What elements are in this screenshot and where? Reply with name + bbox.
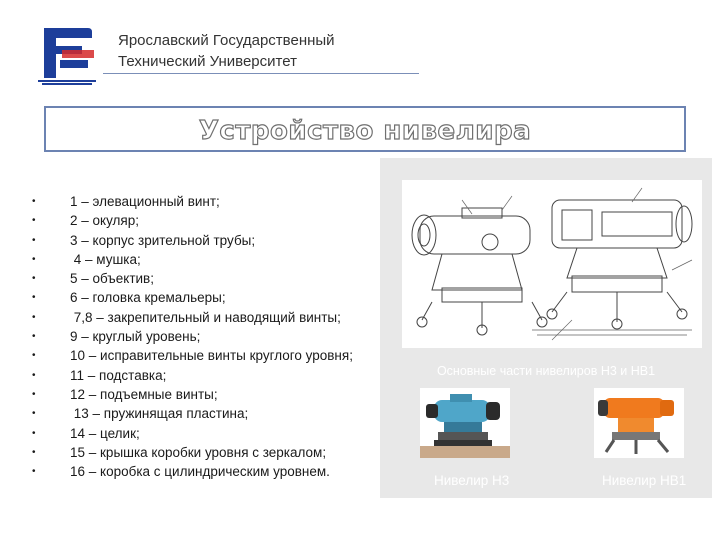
level-technical-drawing	[402, 180, 702, 348]
university-line1: Ярославский Государственный	[118, 32, 335, 49]
list-item: • 16 – коробка с цилиндрическим уровнем.	[30, 462, 353, 481]
level-h3-photo	[420, 388, 510, 458]
level-hb1-photo	[594, 388, 684, 458]
bullet-icon: •	[32, 350, 36, 362]
list-item: • 15 – крышка коробки уровня с зеркалом;	[30, 443, 353, 462]
bullet-icon: •	[32, 292, 36, 304]
bullet-icon: •	[32, 446, 36, 458]
list-item: • 14 – целик;	[30, 424, 353, 443]
bullet-icon: •	[32, 273, 36, 285]
bullet-icon: •	[32, 408, 36, 420]
bullet-icon: •	[32, 215, 36, 227]
list-item: • 9 – круглый уровень;	[30, 327, 353, 346]
university-name	[118, 30, 335, 72]
list-item: • 2 – окуляр;	[30, 211, 353, 230]
bullet-icon: •	[32, 369, 36, 381]
bullet-icon: •	[32, 466, 36, 478]
list-item: • 3 – корпус зрительной трубы;	[30, 231, 353, 250]
list-item: • 12 – подъемные винты;	[30, 385, 353, 404]
list-item: • 6 – головка кремальеры;	[30, 288, 353, 307]
bullet-icon: •	[32, 196, 36, 207]
list-item: • 11 – подставка;	[30, 366, 353, 385]
bullet-icon: •	[32, 427, 36, 439]
header-divider	[103, 73, 419, 74]
bullet-icon: •	[32, 253, 36, 265]
list-item: • 1 – элевационный винт;	[30, 192, 353, 211]
slide-title: Устройство нивелира	[198, 116, 532, 146]
list-item: • 10 – исправительные винты круглого уровня;	[30, 346, 353, 365]
title-box	[44, 106, 686, 152]
list-item: • 4 – мушка;	[30, 250, 353, 269]
bullet-icon: •	[32, 234, 36, 246]
bullet-icon: •	[32, 331, 36, 343]
list-item: • 7,8 – закрепительный и наводящий винты;	[30, 308, 353, 327]
university-logo	[38, 24, 96, 86]
bullet-icon: •	[32, 388, 36, 400]
photo2-label: Нивелир НВ1	[602, 473, 687, 488]
list-item: • 5 – объектив;	[30, 269, 353, 288]
university-line2: Технический Университет	[118, 53, 297, 70]
parts-list	[30, 192, 353, 481]
list-item: • 13 – пружинящая пластина;	[30, 404, 353, 423]
figure-caption: Основные части нивелиров Н3 и НВ1	[436, 364, 656, 378]
photo1-label: Нивелир Н3	[434, 473, 510, 488]
bullet-icon: •	[32, 311, 36, 323]
